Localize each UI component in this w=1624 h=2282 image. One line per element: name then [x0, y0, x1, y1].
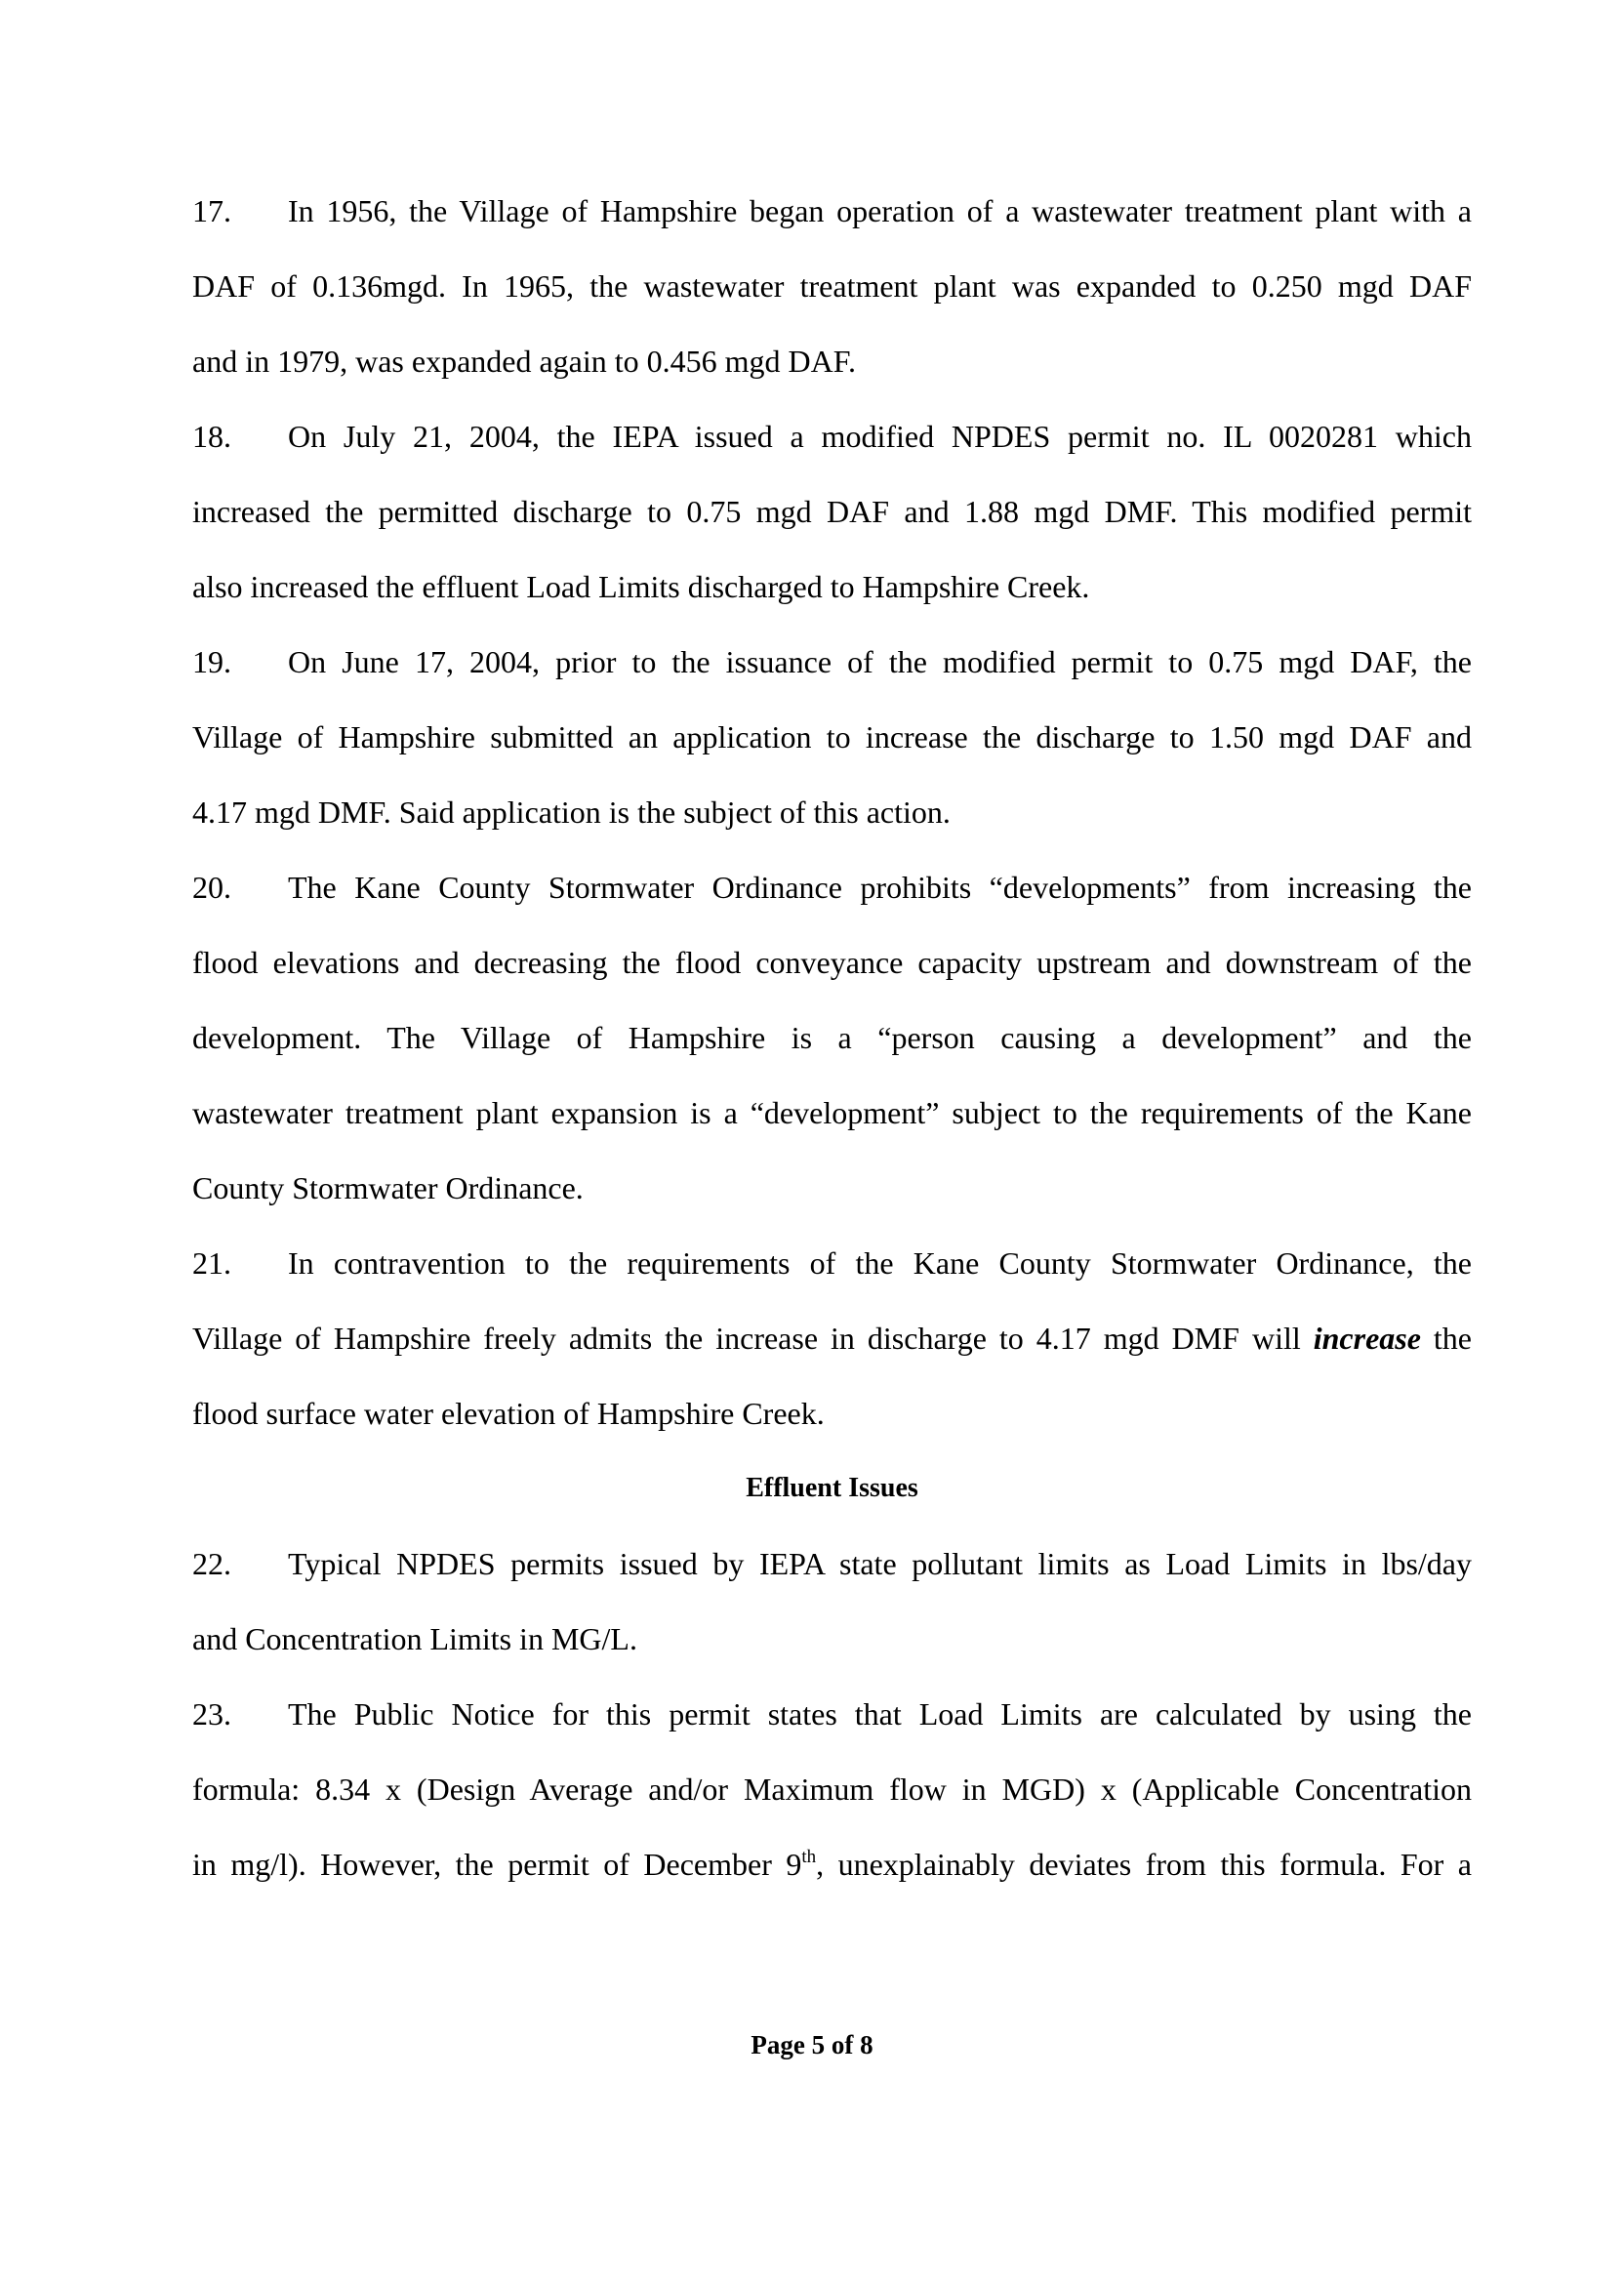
line-text — [192, 1620, 1472, 1657]
paragraph-number: 23. — [192, 1696, 231, 1732]
text-line — [192, 192, 1472, 267]
text-line — [192, 1620, 1472, 1695]
line-text — [192, 1695, 1472, 1732]
paragraph-number: 18. — [192, 419, 231, 454]
text-run: 4.17 mgd DMF. Said application is the subject of this action. — [192, 795, 951, 830]
paragraph-number: 17. — [192, 193, 231, 228]
page-number: Page 5 of 8 — [751, 2030, 873, 2059]
line-text — [192, 869, 1472, 906]
line-text — [192, 192, 1472, 229]
superscript: th — [801, 1847, 817, 1867]
section-heading — [192, 1470, 1472, 1545]
line-text — [192, 493, 1472, 530]
paragraph-number: 19. — [192, 644, 231, 679]
text-run: Village of Hampshire submitted an application to increase the discharge to 1.50 mgd DAF and — [192, 719, 1472, 754]
paragraph-number: 22. — [192, 1546, 231, 1581]
text-run: , unexplainably deviates from this formula. For a — [816, 1847, 1472, 1882]
text-line — [192, 343, 1472, 418]
text-run: development. The Village of Hampshire is a “person causing a development” and the — [192, 1020, 1472, 1055]
text-run: Village of Hampshire freely admits the increase in discharge to 4.17 mgd DMF will — [192, 1321, 1314, 1356]
text-line — [192, 1695, 1472, 1771]
line-text — [192, 794, 1472, 831]
text-line — [192, 1395, 1472, 1470]
line-text — [192, 1846, 1472, 1883]
text-line — [192, 718, 1472, 794]
text-line — [192, 869, 1472, 944]
text-line — [192, 1019, 1472, 1094]
line-text — [192, 1771, 1472, 1808]
line-text — [192, 1094, 1472, 1131]
text-run: The Public Notice for this permit states that Load Limits are calculated by using the — [288, 1696, 1472, 1732]
text-run: On June 17, 2004, prior to the issuance of the modified permit to 0.75 mgd DAF, the — [288, 644, 1472, 679]
text-line — [192, 1846, 1472, 1921]
text-line — [192, 1169, 1472, 1244]
text-run: in mg/l). However, the permit of December 9 — [192, 1847, 802, 1882]
text-run: increased the permitted discharge to 0.75 mgd DAF and 1.88 mgd DMF. This modified permit — [192, 494, 1472, 529]
line-text — [192, 1470, 1472, 1507]
line-text — [192, 643, 1472, 680]
text-line — [192, 944, 1472, 1019]
line-text — [192, 418, 1472, 455]
text-run: wastewater treatment plant expansion is a “development” subject to the requirements of the Kane — [192, 1095, 1472, 1130]
text-run: In 1956, the Village of Hampshire began operation of a wastewater treatment plant with a — [288, 193, 1472, 228]
text-line — [192, 1545, 1472, 1620]
text-line — [192, 1094, 1472, 1169]
text-run: and in 1979, was expanded again to 0.456 mgd DAF. — [192, 344, 856, 379]
line-text — [192, 1169, 1472, 1206]
text-line — [192, 794, 1472, 869]
text-run: The Kane County Stormwater Ordinance prohibits “developments” from increasing the — [288, 870, 1472, 905]
paragraph-number: 20. — [192, 870, 231, 905]
line-text — [192, 1019, 1472, 1056]
text-line — [192, 267, 1472, 343]
text-run: the — [1420, 1321, 1472, 1356]
emphasis: increase — [1313, 1321, 1421, 1356]
line-text — [192, 1545, 1472, 1582]
text-line — [192, 1244, 1472, 1320]
text-run: DAF of 0.136mgd. In 1965, the wastewater treatment plant was expanded to 0.250 mgd DAF — [192, 268, 1472, 304]
text-line — [192, 418, 1472, 493]
line-text — [192, 267, 1472, 305]
line-text — [192, 944, 1472, 981]
text-run: flood surface water elevation of Hampshire Creek. — [192, 1396, 825, 1431]
text-line — [192, 1320, 1472, 1395]
line-text — [192, 1320, 1472, 1357]
text-run: Effluent Issues — [746, 1473, 918, 1503]
text-run: On July 21, 2004, the IEPA issued a modified NPDES permit no. IL 0020281 which — [288, 419, 1472, 454]
text-run: formula: 8.34 x (Design Average and/or Maximum flow in MGD) x (Applicable Concentration — [192, 1772, 1472, 1807]
line-text — [192, 1395, 1472, 1432]
line-text — [192, 568, 1472, 605]
text-run: County Stormwater Ordinance. — [192, 1170, 584, 1205]
line-text — [192, 718, 1472, 755]
line-text — [192, 1244, 1472, 1282]
text-run: also increased the effluent Load Limits discharged to Hampshire Creek. — [192, 569, 1090, 604]
paragraph-number: 21. — [192, 1245, 231, 1281]
text-line — [192, 1771, 1472, 1846]
text-line — [192, 568, 1472, 643]
line-text — [192, 343, 1472, 380]
text-run: Typical NPDES permits issued by IEPA state pollutant limits as Load Limits in lbs/day — [288, 1546, 1472, 1581]
document-body — [192, 192, 1472, 1921]
text-line — [192, 643, 1472, 718]
text-run: flood elevations and decreasing the flood conveyance capacity upstream and downstream of the — [192, 945, 1472, 980]
text-run: In contravention to the requirements of the Kane County Stormwater Ordinance, the — [288, 1245, 1472, 1281]
text-run: and Concentration Limits in MG/L. — [192, 1621, 637, 1656]
text-line — [192, 493, 1472, 568]
